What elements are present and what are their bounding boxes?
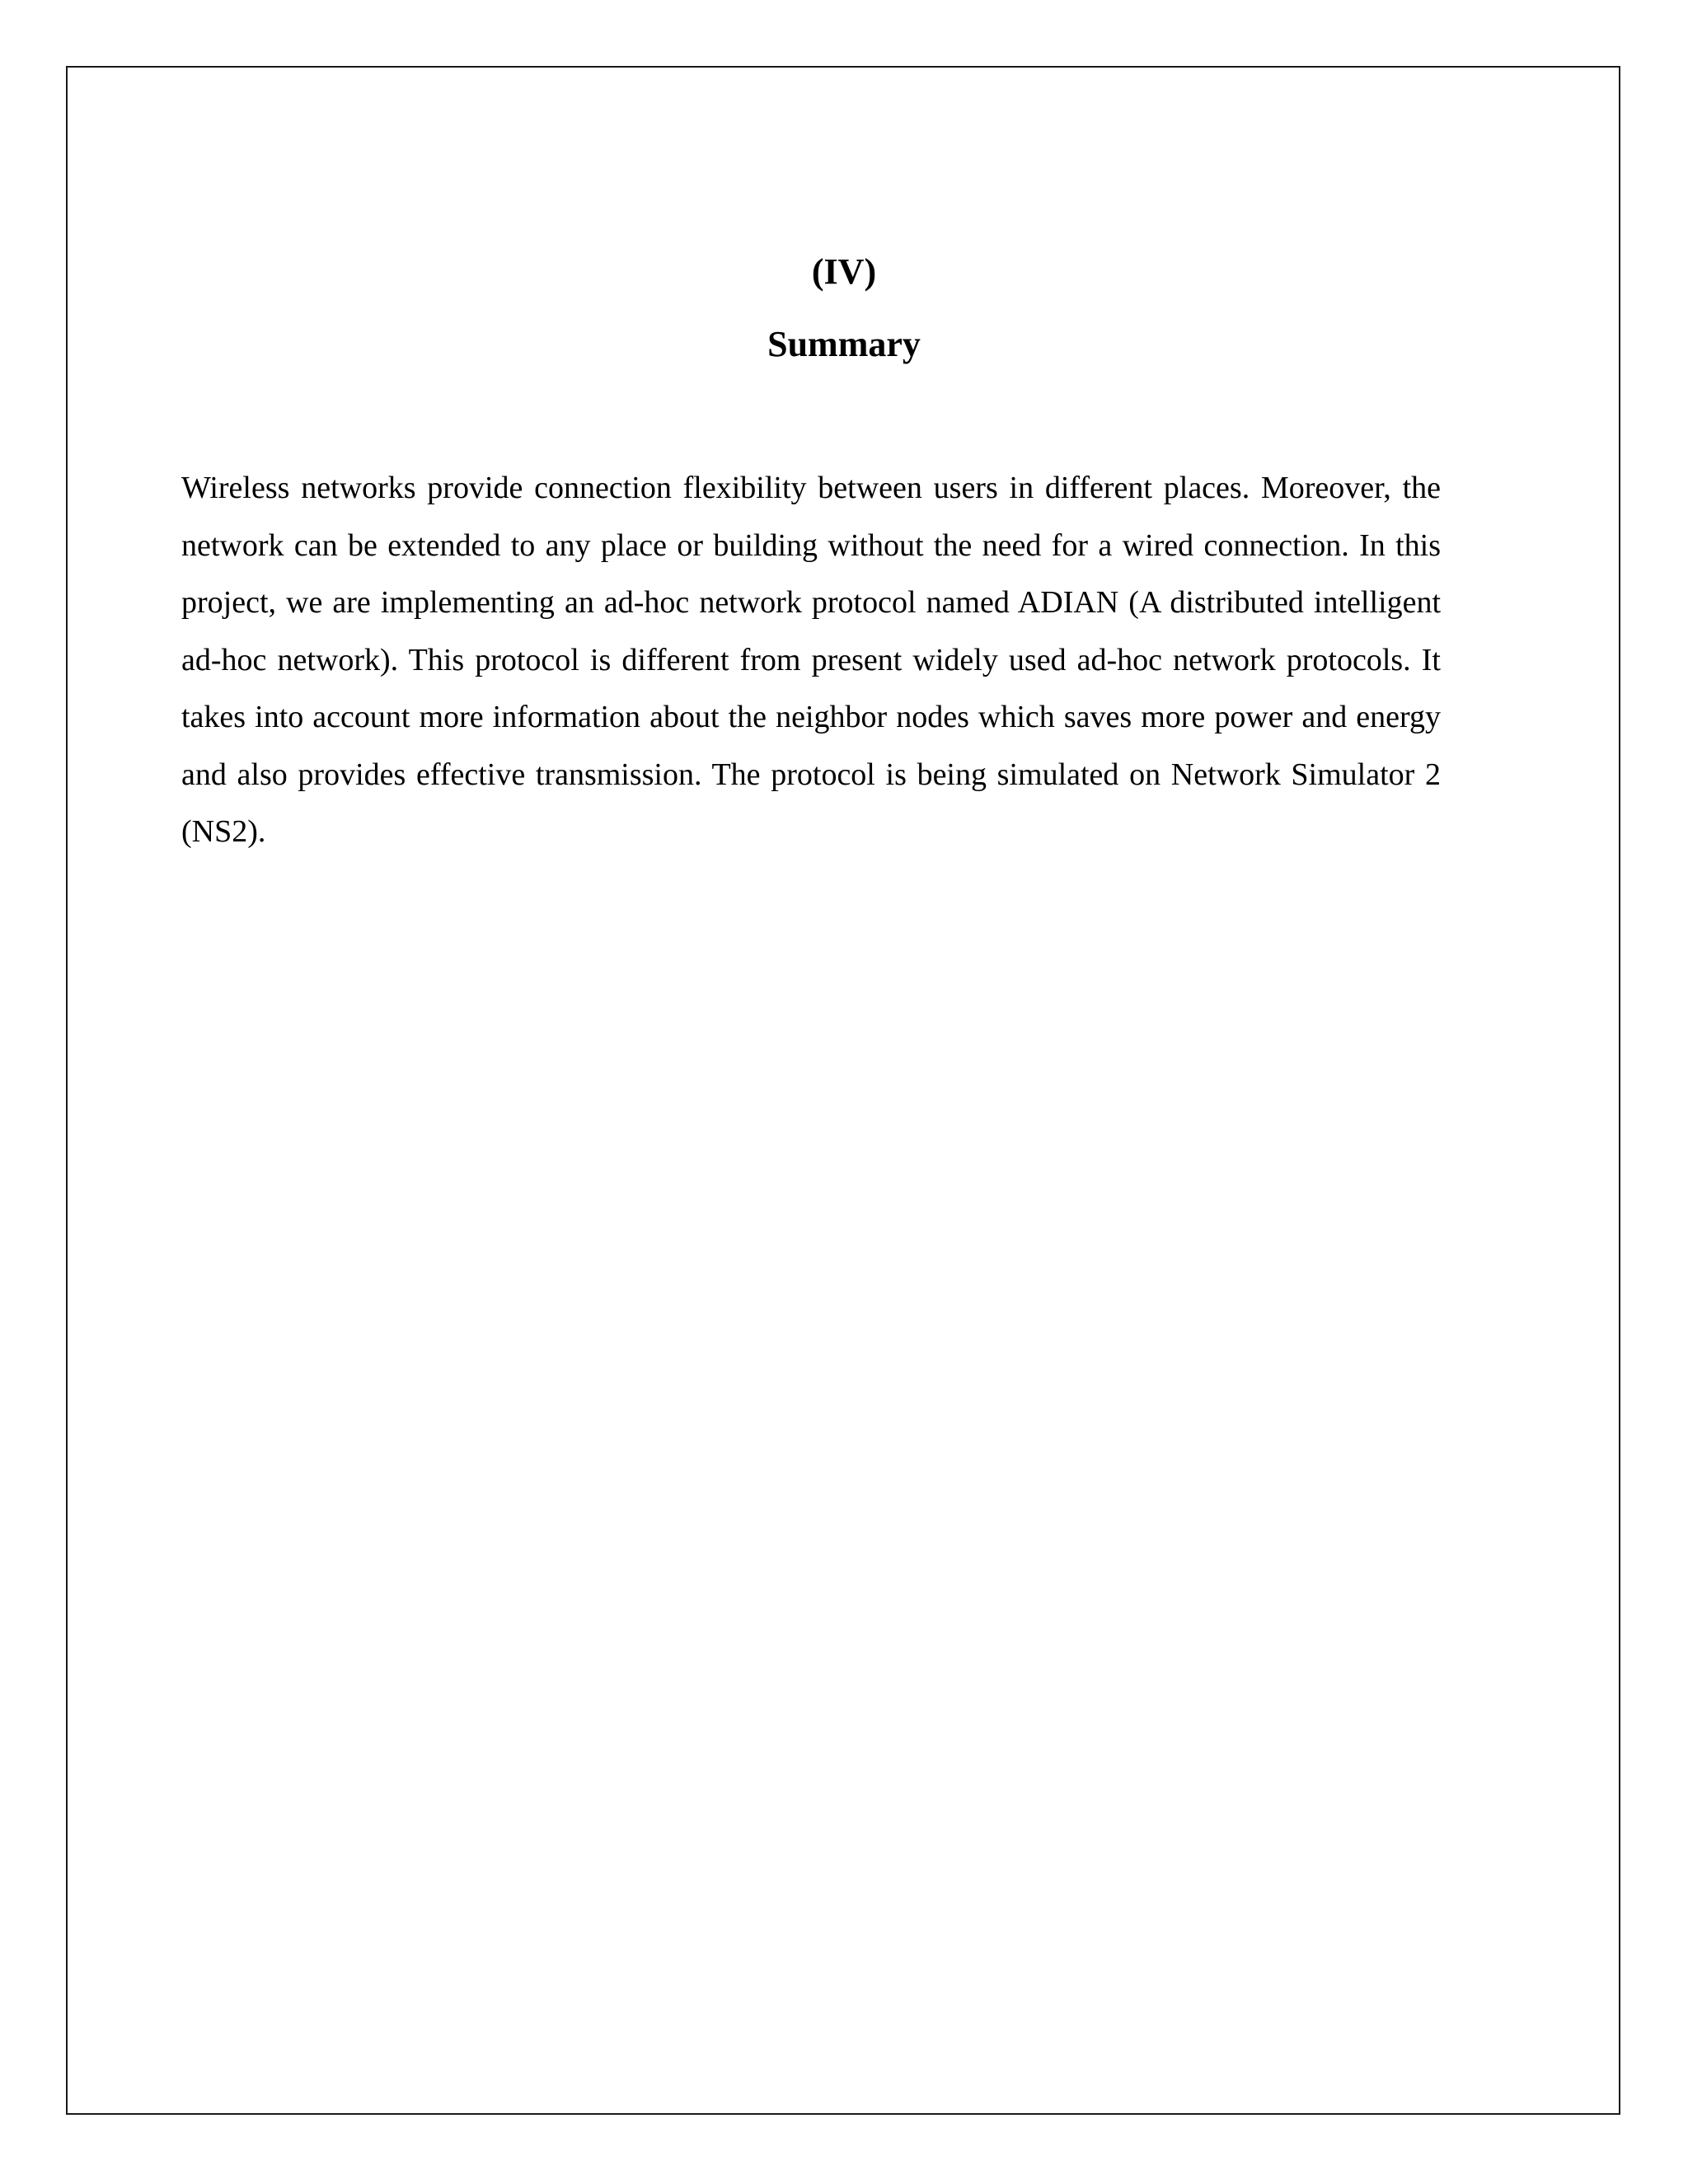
page-border bbox=[66, 66, 1620, 2115]
section-title: Summary bbox=[767, 324, 921, 364]
summary-paragraph: Wireless networks provide connection flexibility between users in different places. Moreover, the network can be extended to any place or building without the need for a wired connection. In this project, we are implementing an ad-hoc network protocol named ADIAN (A distributed intelligent ad-hoc network). This protocol is different from present widely used ad-hoc network protocols. It takes into account more information about the neighbor nodes which saves more power and energy and also provides effective transmission. The protocol is being simulated on Network Simulator 2 (NS2). bbox=[181, 471, 1441, 849]
section-number: (IV) bbox=[811, 251, 877, 292]
